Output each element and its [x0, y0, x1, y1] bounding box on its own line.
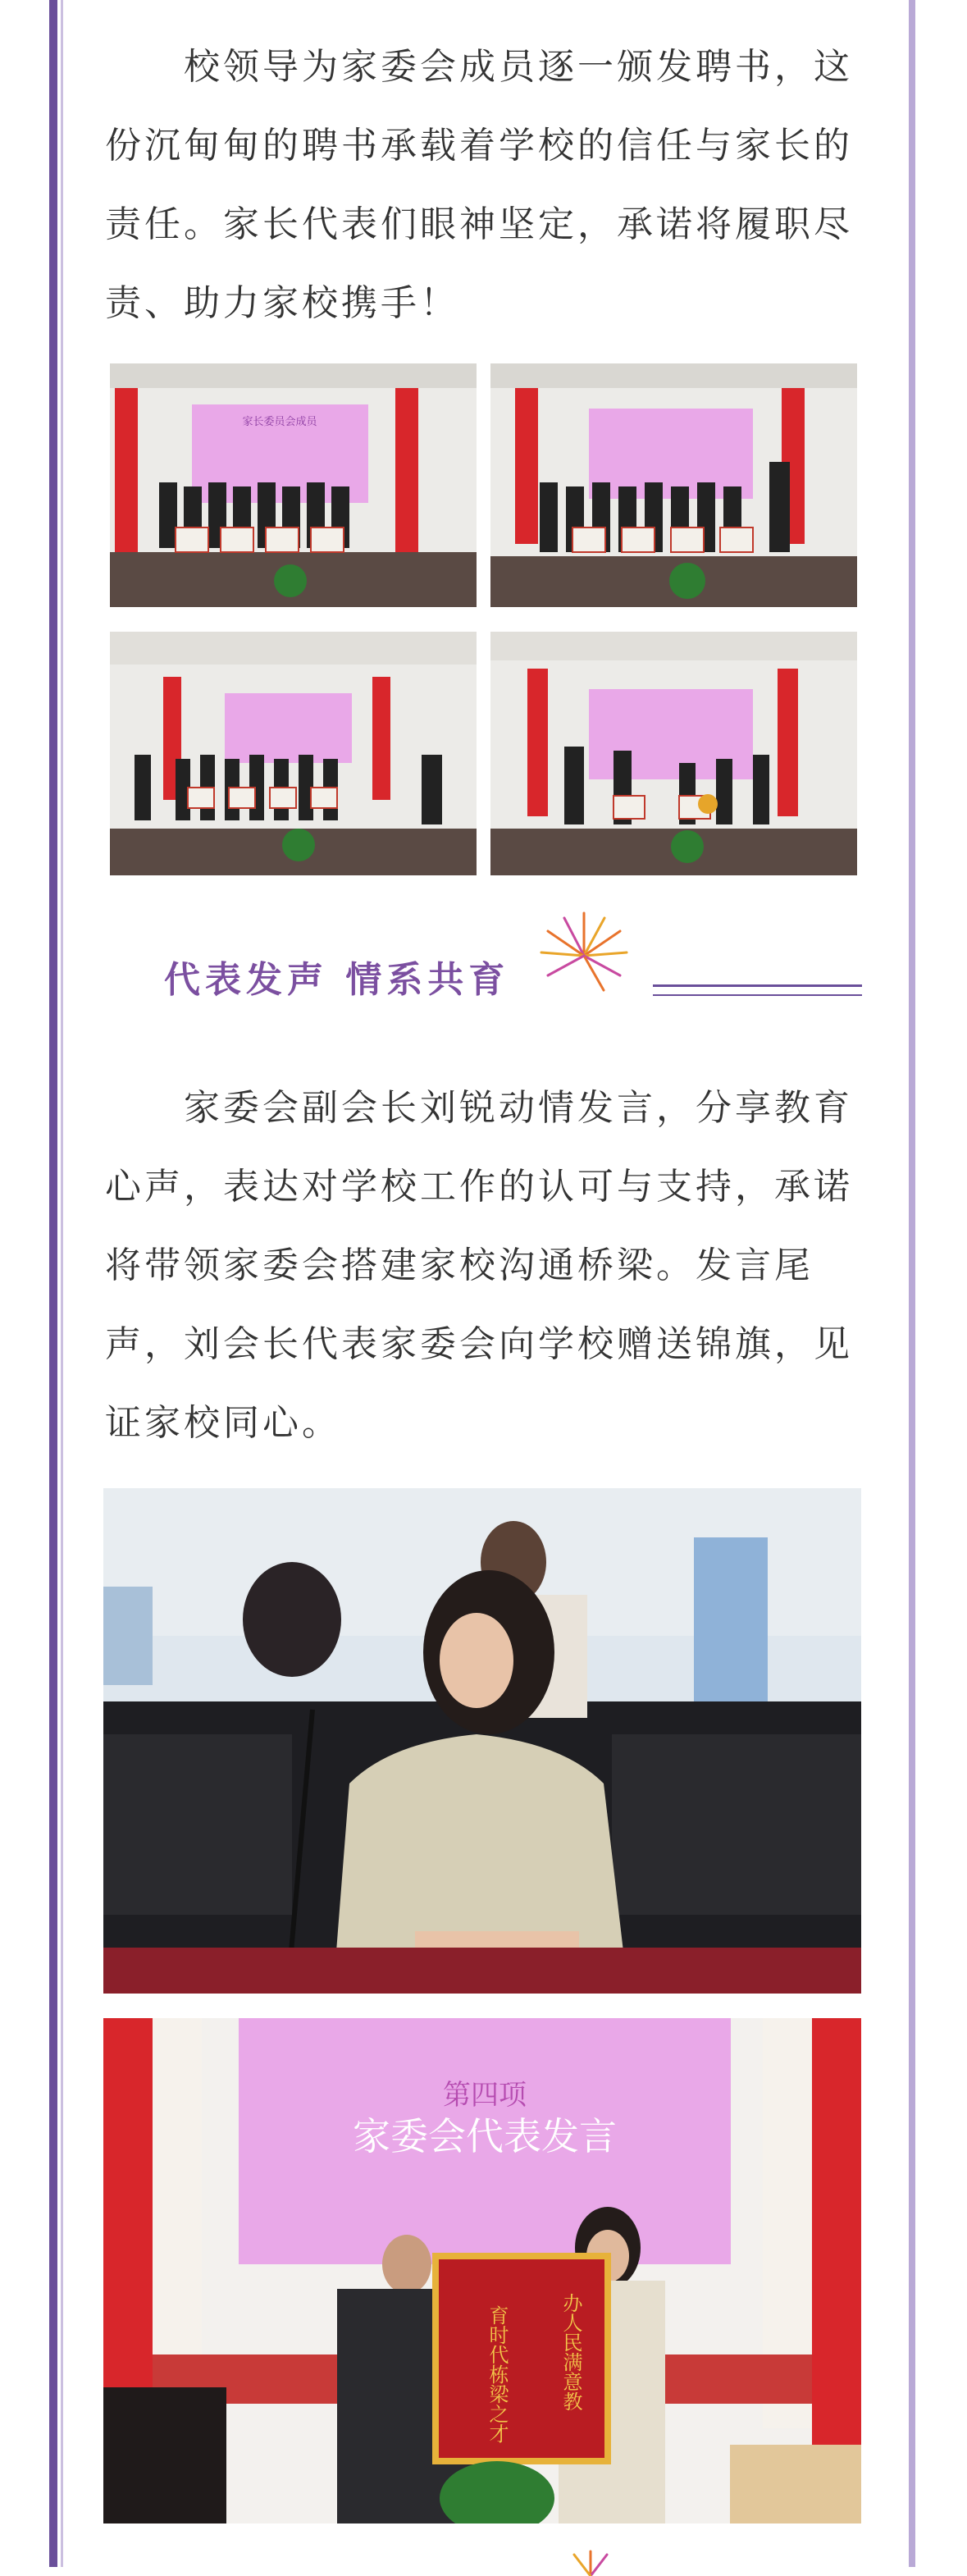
photo-scene-graphic: [103, 1488, 861, 1994]
photo-scene-graphic: [490, 632, 857, 875]
page-frame-left: [49, 0, 57, 2567]
section-heading: 代表发声 情系共育: [164, 959, 510, 1001]
slide-item-text: 第四项: [443, 2079, 527, 2112]
slide-title-text: 家委会代表发言: [353, 2114, 617, 2158]
heading-underline-secondary: [653, 994, 862, 996]
photo-scene-graphic: [103, 2018, 861, 2523]
firework-icon: [535, 907, 633, 997]
photo-pennant-presentation: [103, 2018, 861, 2523]
photo-certificate-ceremony-4: [490, 632, 857, 875]
page-frame-right: [909, 0, 915, 2567]
paragraph-speech: [105, 1069, 868, 1463]
banner-left-text: 育时代栋梁之才: [486, 2305, 509, 2443]
paragraph-speech-text: 家委会副会长刘锐动情发言，分享教育心声，表达对学校工作的认可与支持，承诺将带领家委会搭建家校沟通桥梁。发言尾声，刘会长代表家委会向学校赠送锦旗，见证家校同心。: [105, 1087, 853, 1444]
paragraph-appointment-text: 校领导为家委会成员逐一颁发聘书，这份沉甸甸的聘书承载着学校的信任与家长的责任。家长代表们眼神坚定，承诺将履职尽责、助力家校携手！: [105, 46, 853, 324]
photo-certificate-ceremony-3: [110, 632, 477, 875]
screen-title-text: 家长委员会成员: [242, 416, 317, 428]
photo-scene-graphic: [110, 363, 477, 607]
banner-right-text: 办人民满意教: [559, 2293, 582, 2411]
page-frame-left-inner: [61, 0, 63, 2567]
photo-certificate-ceremony-1: [110, 363, 477, 607]
photo-scene-graphic: [490, 363, 857, 607]
photo-scene-graphic: [110, 632, 477, 875]
photo-certificate-ceremony-2: [490, 363, 857, 607]
firework-icon-partial: [541, 2543, 640, 2576]
heading-underline: [653, 984, 862, 987]
paragraph-appointment: [105, 28, 868, 343]
photo-speaker: [103, 1488, 861, 1994]
